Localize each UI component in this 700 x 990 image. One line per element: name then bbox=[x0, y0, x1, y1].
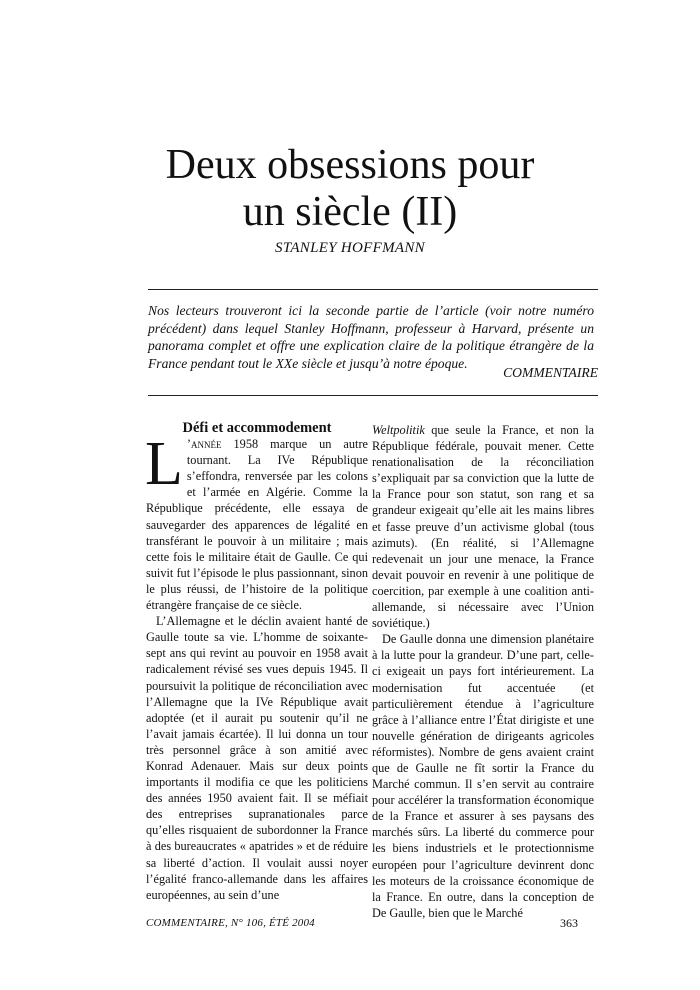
intro-bottom-rule bbox=[148, 395, 598, 396]
article-title bbox=[0, 142, 700, 236]
drop-cap: L bbox=[145, 430, 183, 499]
column-left bbox=[146, 420, 368, 903]
paragraph-1 bbox=[145, 430, 368, 613]
weltpolitik-term: Weltpolitik bbox=[372, 423, 425, 437]
intro-top-rule bbox=[148, 289, 598, 290]
page-number: 363 bbox=[560, 916, 578, 930]
paragraph-4: De Gaulle donna une dimension planétaire à la lutte pour la grandeur. D’une part, celle-ci exigeait un pays fort intérieurement. La modernisation fut accentuée (et particulièrement étendue à l’agriculture grâce à l’alliance entre l’État dirigiste et une nouvelle génération de dirigeants agricoles réformistes). Nombre de gens avaient craint que de Gaulle ne fît sortir la France du Marché commun. Il s’en servit au contraire pour accélérer la transformation économique de la France et assurer à ses paysans des marchés sûrs. La liberté du commerce pour les biens industriels et le protectionnisme européen pour l’agriculture devinrent donc les moteurs de la croissance économique de la France. En outre, dans la conception de De Gaulle, bien que le Marché bbox=[372, 632, 594, 920]
intro-text: Nos lecteurs trouveront ici la seconde partie de l’article (voir notre numéro précédent) dans lequel Stanley Hoffmann, professeur à Harvard, présente un panorama complet et offre une explication claire de la politique étrangère de la France pendant tout le XXe siècle et jusqu’à notre époque. bbox=[148, 303, 594, 371]
paragraph-3 bbox=[372, 422, 594, 631]
paragraph-2: L’Allemagne et le déclin avaient hanté de Gaulle toute sa vie. L’homme de soixante-sept ans qui revint au pouvoir en 1958 avait radicalement révisé ses vues depuis 1945. Il poursuivit la politique de réconciliation avec l’Allemagne que la IVe République avait adoptée (et il aurait pu soutenir qu’il ne l’avait jamais écartée). Il lui donna un tour très personnel grâce à son amitié avec Konrad Adenauer. Mais sur deux points importants il modifia ce que les politiciens des années 1950 avaient fait. Il se méfiait des entreprises supranationales parce qu’elles risquaient de subordonner la France à des bureaucrates « apatrides » et de réduire sa liberté d’action. Il voulait aussi noyer l’égalité franco-allemande dans les affaires européennes, au sein d’une bbox=[146, 614, 368, 902]
intro-source: COMMENTAIRE bbox=[503, 365, 598, 380]
column-right bbox=[372, 422, 594, 921]
section-title: Défi et accommodement bbox=[182, 420, 332, 436]
author-name: STANLEY HOFFMANN bbox=[275, 240, 425, 256]
title-line-1: Deux obsessions pour bbox=[165, 142, 535, 188]
lead-smallcaps: ’année bbox=[186, 437, 222, 452]
paragraph-3-text: que seule la France, et non la République fédérale, pouvait mener. Cette renationalisation de la réconciliation s’expliquait par sa conviction que la lutte de la France pour son statut, son rang et sa grandeur exigeait qu’elle ait les mains libres et fasse preuve d’un activisme global (tous azimuts). (En réalité, si l’Allemagne redevenait un jour une menace, la France devait pouvoir en revenir à une politique de coercition, par exemple à une coalition anti-allemande, si nécessaire avec l’Union soviétique.) bbox=[372, 423, 594, 631]
journal-footer: COMMENTAIRE, N° 106, ÉTÉ 2004 bbox=[146, 917, 315, 929]
paragraph-1-text: 1958 marque un autre tournant. La IVe République s’effondra, renversée par les colons et l’armée en Algérie. Comme la République précédente, elle essaya de sauvegarder des apparences de légalité en transférant le pouvoir à un militaire ; mais cette fois le militaire était de Gaulle. Ce qui suivit fut l’épisode le plus passionnant, sinon le plus réussi, de l’histoire de la politique étrangère française de ce siècle. bbox=[146, 437, 368, 613]
title-line-2: un siècle (II) bbox=[242, 189, 458, 235]
